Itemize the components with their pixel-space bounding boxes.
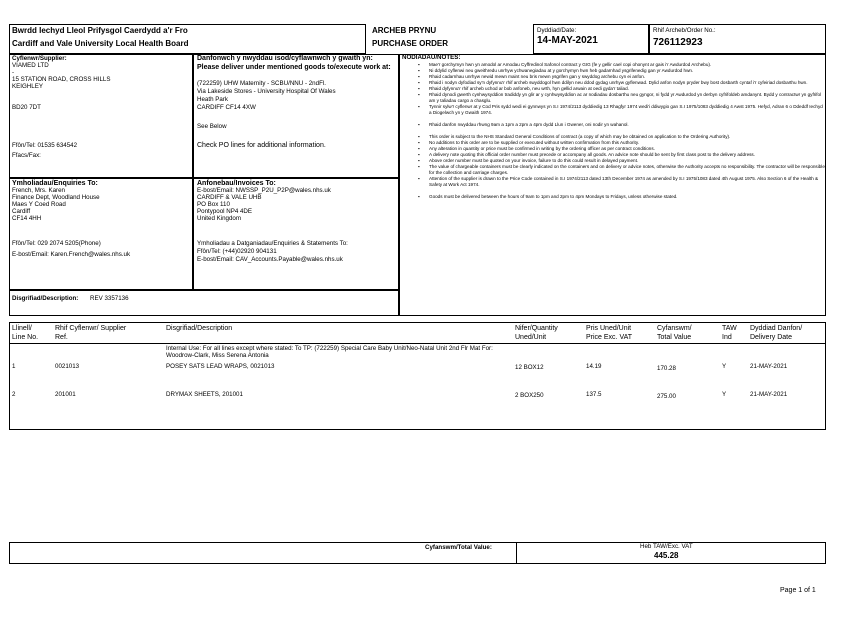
row-unit-price: 14.19 — [586, 363, 602, 370]
note-item: ▪ Rhaid i nodyn dyfodiad sy'n dyfynnu'r rhif archeb swyddogol hwn ddilyn neu ddod gydag unrhyw gyflenwad. Dylid anfon nodyn pryder bwy bost dosbarth cyntaf i'r cyfeiriad dosbarthu hwn. — [405, 80, 825, 86]
date-value: 14-MAY-2021 — [537, 35, 598, 46]
supplier-postcode: BD20 7DT — [12, 104, 41, 111]
order-number-label: Rhif Archeb/Order No.: — [653, 27, 716, 34]
order-number-value: 726112923 — [653, 37, 703, 48]
header-unit-price-2: Price Exc. VAT — [586, 334, 633, 341]
delivery-see-below: See Below — [197, 123, 227, 130]
row-delivery-date: 21-MAY-2021 — [750, 363, 788, 370]
row-description: DRYMAX SHEETS, 201001 — [166, 391, 243, 398]
enquiries-line4: Cardiff — [12, 208, 31, 215]
row-unit-price: 137.5 — [586, 391, 602, 398]
supplier-name: VIAMED LTD — [12, 62, 49, 69]
note-item: ▪ Rhaid cadarnhau unrhyw newid mewn maint neu bris mewn ysgrifen gan y swyddog archebu cyn ei anfon. — [405, 74, 825, 80]
header-description: Disgrifiad/Description — [166, 325, 233, 332]
total-label: Cyfanswm/Total Value: — [425, 544, 492, 551]
row-quantity: 2 BOX250 — [515, 392, 544, 399]
header-vat-2: Ind — [722, 334, 732, 341]
title-welsh: ARCHEB PRYNU — [372, 26, 437, 35]
delivery-line3: Heath Park — [197, 96, 228, 103]
header-total: Cyfanswm/ — [657, 325, 692, 332]
enquiries-line5: CF14 4HH — [12, 215, 42, 222]
description-label: Disgrifiad/Description: — [12, 295, 79, 302]
enquiries-line2: Finance Dept, Woodland House — [12, 194, 100, 201]
note-item: ▪ Any alteration in quantity or price must be confirmed in writing by the ordering officer as per contract conditions. — [405, 146, 825, 152]
row-vat: Y — [722, 391, 727, 398]
header-supplier-ref: Rhif Cyflenwr/ Supplier — [55, 325, 127, 332]
row-supplier-ref: 201001 — [55, 391, 76, 398]
header-unit-price: Pris Uned/Unit — [586, 325, 632, 332]
row-total: 170.28 — [657, 365, 676, 372]
line-items-table — [9, 322, 826, 430]
row-line-no: 2 — [12, 391, 16, 398]
header-quantity-2: Uned/Unit — [515, 334, 547, 341]
totals-box — [9, 542, 826, 564]
enquiries-label: Ymholiadau/Enquiries To: — [12, 180, 98, 187]
header-supplier-ref-2: Ref. — [55, 334, 68, 341]
note-item: ▪ Attention of the supplier is drawn to the Price Code contained in S.I 1974/2113 dated 13th December 1974 as amended by S.I 1975/1083 dated 4th August 1975. Also Section 6 of the Health & Safety at Work Act 1974. — [405, 176, 825, 188]
notes-title: NODIADAU/NOTES: — [402, 54, 461, 61]
vat-label: Heb TAW/Exc. VAT — [640, 543, 693, 550]
supplier-address2: KEIGHLEY — [12, 83, 43, 90]
enquiries-line3: Maes Y Coed Road — [12, 201, 66, 208]
note-item: ▪ Goods must be delivered between the hours of 9am to 1pm and 2pm to 4pm Mondays to Fridays, unless otherwise stated. — [405, 194, 825, 200]
note-item: ▪ The value of chargeable containers must be clearly indicated on the containers and on delivery or advice notes, otherwise the Authority accepts no responsibility. The contractor will be responsible for the collection and carriage charges. — [405, 164, 825, 176]
note-item: ▪ Rhaid danfon nwyddau rhwng 9am a 1pm a 2pm a 4pm dydd Llun i Gwener, oni nodir yn wahanol. — [405, 122, 825, 128]
total-value: 445.28 — [654, 551, 679, 560]
invoices-line3: PO Box 110 — [197, 201, 230, 208]
supplier-address1: 15 STATION ROAD, CROSS HILLS — [12, 76, 111, 83]
row-supplier-ref: 0021013 — [55, 363, 80, 370]
invoices-line1: E-bost/Email: NWSSP_P2U_P2P@wales.nhs.uk — [197, 187, 331, 194]
header-line-no-2: Line No. — [12, 334, 39, 341]
supplier-fax: Ffacs/Fax: — [12, 152, 41, 159]
row-delivery-date: 21-MAY-2021 — [750, 391, 788, 398]
page-number: Page 1 of 1 — [780, 587, 816, 594]
delivery-label: Danfonwch y nwyddau isod/cyflawnwch y gwaith yn: Please deliver under mentioned goods to/execute work at: — [197, 55, 391, 71]
delivery-check-lines: Check PO lines for additional information. — [197, 142, 326, 149]
delivery-line1: (722259) UHW Maternity - SCBU/NNU - 2ndFl. — [197, 80, 326, 87]
enquiries-phone: Ffôn/Tel: 029 2074 5205(Phone) — [12, 240, 101, 247]
note-item: ▪ Above order number must be quoted on your invoice, failure to do this could result in delayed payment. — [405, 158, 825, 164]
statements-phone: Ffôn/Tel: (+44)02920 904131 — [197, 248, 277, 255]
statements-label: Ymholiadau a Datganiadau/Enquiries & Statements To: — [197, 240, 348, 247]
header-delivery-date: Dyddiad Danfon/ — [750, 325, 803, 332]
header-quantity: Nifer/Quantity — [515, 325, 558, 332]
row-quantity: 12 BOX12 — [515, 364, 544, 371]
delivery-line4: CARDIFF CF14 4XW — [197, 104, 256, 111]
header-delivery-date-2: Delivery Date — [750, 334, 793, 341]
notes-list — [405, 62, 825, 200]
delivery-line2: Via Lakeside Stores - University Hospital Of Wales — [197, 88, 336, 95]
note-item: ▪ Mae'r gorchymyn hwn yn amodol ar Amodau Cyffredinol Safonol contract y GIG (fe y gellir cael copi ohonynt ar gais i'r Awdurdod Archebu). — [405, 62, 825, 68]
note-item: ▪ This order is subject to the NHS Standard General Conditions of contract (a copy of which may be obtained on application to the Ordering Authority). — [405, 134, 825, 140]
enquiries-email: E-bost/Email: Karen.French@wales.nhs.uk — [12, 251, 131, 258]
invoices-line5: United Kingdom — [197, 215, 242, 222]
invoices-line2: CARDIFF & VALE UHB — [197, 194, 262, 201]
description-box — [9, 290, 399, 316]
note-item: ▪ No additions to this order are to be supplied or executed without written confirmation from this Authority. — [405, 140, 825, 146]
totals-divider — [516, 542, 517, 564]
row-line-no: 1 — [12, 363, 16, 370]
org-name-english: Cardiff and Vale University Local Health Board — [12, 39, 189, 48]
row-description: POSEY SATS LEAD WRAPS, 0021013 — [166, 363, 275, 370]
note-item: ▪ A delivery note quoting this official order number must precede or accompany all goods. An advice note should be sent by first class post to the delivery address. — [405, 152, 825, 158]
statements-email: E-bost/Email: CAV_Accounts.Payable@wales.nhs.uk — [197, 256, 343, 263]
supplier-phone: Ffôn/Tel: 01535 634542 — [12, 142, 78, 149]
org-name-welsh: Bwrdd Iechyd Lleol Prifysgol Caerdydd a'r Fro — [12, 26, 188, 35]
table-header-divider — [9, 343, 826, 344]
note-item: ▪ Ni ddylid cyflenwi neu gweithredu unrhyw ychwanegiadau at y gorchymyn hwn heb gadarnhad ysgrifenedig gan yr Awdurdod hwn. — [405, 68, 825, 74]
row-vat: Y — [722, 363, 727, 370]
header-line-no: Llinell/ — [12, 325, 32, 332]
header-vat: TAW — [722, 325, 737, 332]
delivery-box — [193, 54, 399, 178]
invoices-label: Anfonebau/Invoices To: — [197, 180, 276, 187]
invoices-line4: Pontypool NP4 4DE — [197, 208, 253, 215]
internal-use-note: Internal Use: For all lines except where stated: To TP: (722259) Special Care Baby Unit/Neo-Natal Unit 2nd Flr Mat For: Woodrow-Clark, Miss Serena Antonia — [166, 345, 493, 359]
title-english: PURCHASE ORDER — [372, 39, 449, 48]
supplier-label: Cyflenwr/Supplier: — [12, 55, 67, 62]
note-item: ▪ Tynnir sylw'r cyflenwr at y Cod Pris sydd wedi ei gynnwys yn S.I 1974/2113 dyddiedig 13 Rhagfyr 1974 wedi'i ddiwygio gan S.I 1975/1083 dyddiedig 4 Awst 1975. Hefyd, Adran 6 o Ddeddf Iechyd a Diogelwch yn y Gwaith 1974. — [405, 104, 825, 116]
description-value: REV 3357136 — [90, 295, 129, 302]
row-total: 275.00 — [657, 393, 676, 400]
note-item: ▪ Rhaid dynodi gwerth cynhwysyddion tradiddy yn glir ar y cynhwysyddion ac ar nodiadau dosbarthu neu gyngor, ni fydd yr Awdurdod yn derbyn cyfrifoldeb amdanynt. Bydd y contractwr yn gyfrifol am y taliadau cargo a chasglu. — [405, 92, 825, 104]
supplier-dash: - — [12, 69, 15, 76]
date-label: Dyddiad/Date: — [537, 27, 577, 34]
note-item: ▪ Rhaid dyfynnu'r rhif archeb uchod ar bob anfoneb, neu wrth, hyn gellid arwain at oedi gyda'r taliad. — [405, 86, 825, 92]
header-total-2: Total Value — [657, 334, 692, 341]
enquiries-line1: French, Mrs. Karen — [12, 187, 65, 194]
